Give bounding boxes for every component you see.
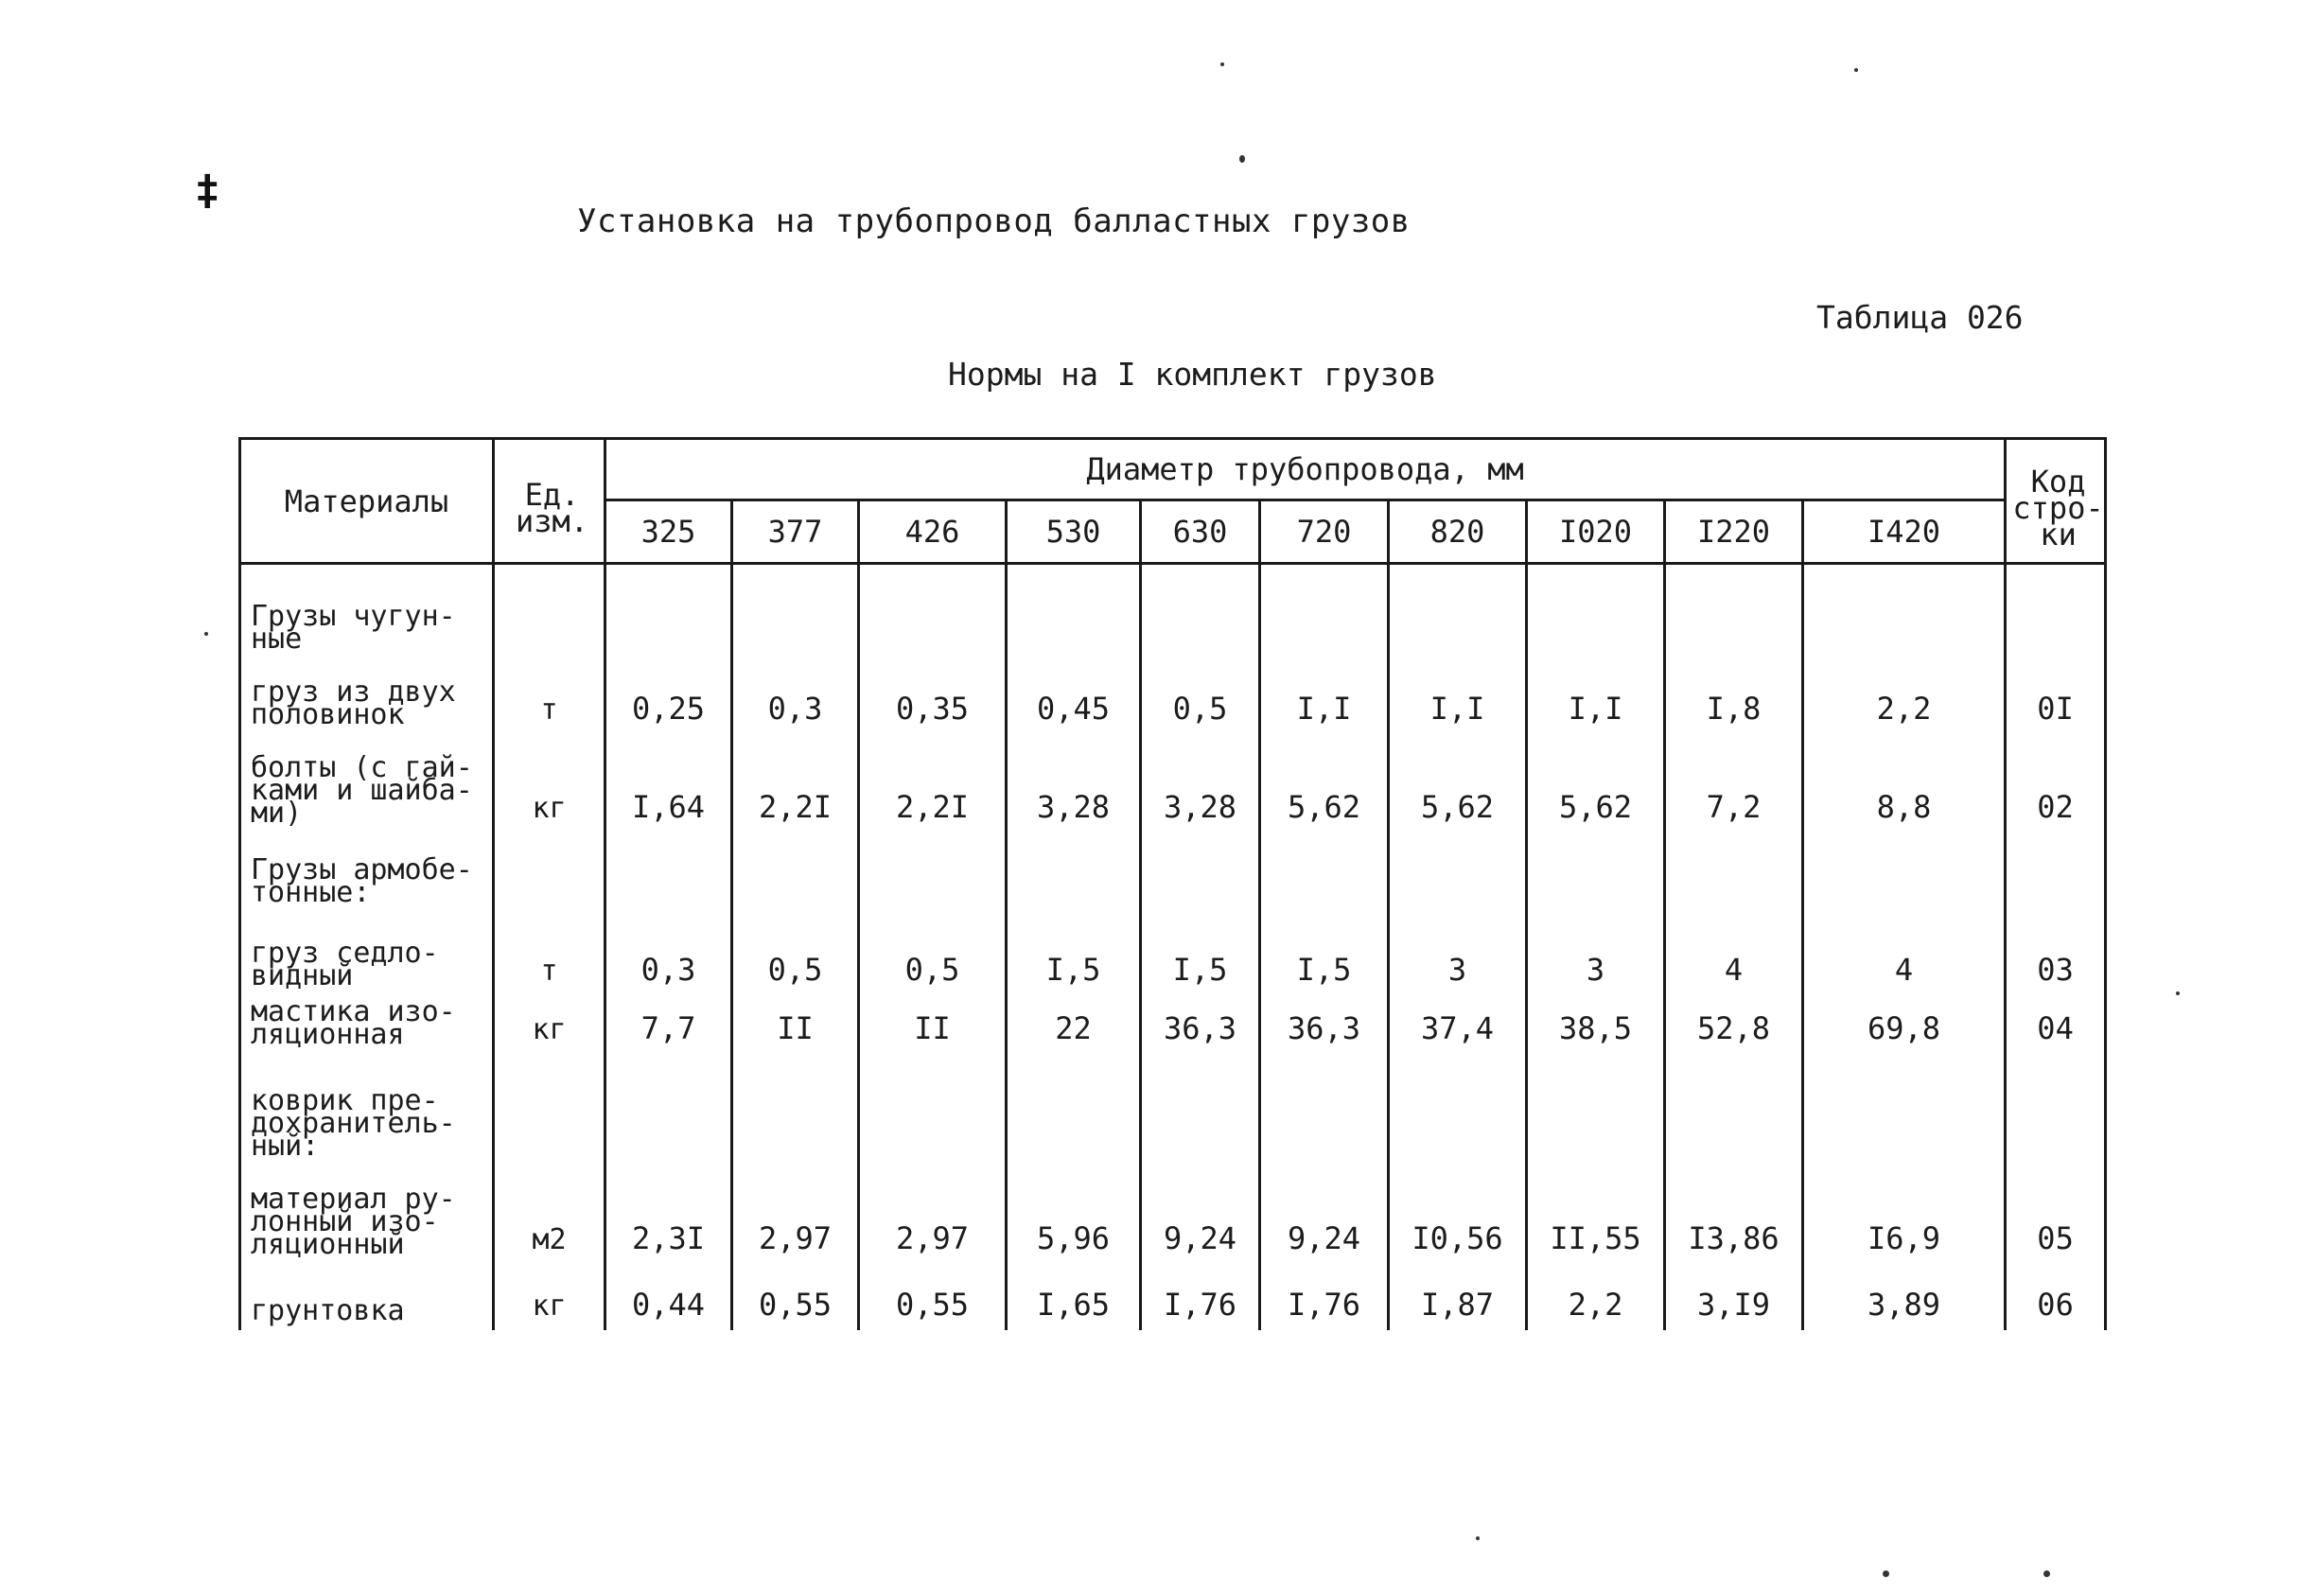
value-cell	[859, 833, 1007, 912]
document-title: Установка на трубопровод балластных грузов	[577, 202, 1411, 240]
material-cell: Грузы армобе-тонные:	[240, 833, 494, 912]
value-cell	[1141, 833, 1260, 912]
value-cell: 0,3	[732, 658, 859, 734]
value-cell	[605, 1054, 732, 1166]
row-code-cell: 04	[2006, 995, 2106, 1054]
row-code-cell: 0I	[2006, 658, 2106, 734]
value-cell: 38,5	[1527, 995, 1665, 1054]
value-cell: 36,3	[1260, 995, 1389, 1054]
value-cell: 8,8	[1803, 734, 2006, 833]
unit-cell: м2	[494, 1166, 605, 1264]
row-code-cell	[2006, 564, 2106, 658]
scan-speck	[1239, 155, 1245, 163]
table-number: Таблица 026	[1816, 299, 2024, 336]
material-cell: груз седло-видный	[240, 912, 494, 995]
value-cell: 0,45	[1007, 658, 1141, 734]
value-cell: 7,7	[605, 995, 732, 1054]
value-cell: I,64	[605, 734, 732, 833]
value-cell	[1141, 564, 1260, 658]
value-cell	[732, 1054, 859, 1166]
value-cell	[1665, 564, 1803, 658]
material-cell: коврик пре-дохранитель-ный:	[240, 1054, 494, 1166]
scan-speck	[1220, 62, 1224, 66]
value-cell	[1389, 1054, 1527, 1166]
value-cell: 37,4	[1389, 995, 1527, 1054]
value-cell: I0,56	[1389, 1166, 1527, 1264]
value-cell: I,5	[1260, 912, 1389, 995]
value-cell	[1527, 564, 1665, 658]
value-cell: I,I	[1260, 658, 1389, 734]
value-cell	[1007, 1054, 1141, 1166]
value-cell: II	[859, 995, 1007, 1054]
scan-speck	[2043, 1570, 2050, 1577]
value-cell: 2,97	[859, 1166, 1007, 1264]
value-cell: 7,2	[1665, 734, 1803, 833]
value-cell: 0,25	[605, 658, 732, 734]
value-cell	[1527, 833, 1665, 912]
unit-cell	[494, 1054, 605, 1166]
table-row	[240, 658, 2106, 734]
table-row	[240, 1054, 2106, 1166]
value-cell: 69,8	[1803, 995, 2006, 1054]
value-cell: 3,I9	[1665, 1264, 1803, 1330]
diameter-cell: 325	[605, 500, 732, 564]
value-cell	[1527, 1054, 1665, 1166]
value-cell: 3,28	[1141, 734, 1260, 833]
value-cell: 2,97	[732, 1166, 859, 1264]
unit-cell: кг	[494, 995, 605, 1054]
row-code-cell: 06	[2006, 1264, 2106, 1330]
header-row	[240, 439, 2106, 500]
value-cell: I,8	[1665, 658, 1803, 734]
value-cell	[1803, 1054, 2006, 1166]
value-cell: I3,86	[1665, 1166, 1803, 1264]
materials-header: Материалы	[240, 439, 494, 564]
value-cell: 2,3I	[605, 1166, 732, 1264]
value-cell	[1389, 833, 1527, 912]
diameter-cell: I020	[1527, 500, 1665, 564]
material-cell: грунтовка	[240, 1264, 494, 1330]
value-cell	[859, 1054, 1007, 1166]
value-cell: 5,62	[1527, 734, 1665, 833]
norms-table	[238, 437, 2107, 1330]
code-header: Код стро-ки	[2006, 439, 2106, 564]
value-cell: 0,44	[605, 1264, 732, 1330]
value-cell: I,I	[1527, 658, 1665, 734]
unit-cell	[494, 833, 605, 912]
unit-cell: т	[494, 658, 605, 734]
value-cell	[859, 564, 1007, 658]
value-cell: 0,5	[859, 912, 1007, 995]
table-row	[240, 734, 2106, 833]
row-code-cell: 05	[2006, 1166, 2106, 1264]
value-cell: I6,9	[1803, 1166, 2006, 1264]
table-row	[240, 833, 2106, 912]
diameter-cell: 426	[859, 500, 1007, 564]
value-cell: 9,24	[1141, 1166, 1260, 1264]
value-cell: I,76	[1260, 1264, 1389, 1330]
row-code-cell	[2006, 833, 2106, 912]
value-cell	[732, 564, 859, 658]
value-cell: 0,3	[605, 912, 732, 995]
unit-cell: кг	[494, 734, 605, 833]
value-cell: I,87	[1389, 1264, 1527, 1330]
diameter-cell: I220	[1665, 500, 1803, 564]
value-cell: 3,28	[1007, 734, 1141, 833]
value-cell: 5,96	[1007, 1166, 1141, 1264]
value-cell	[1665, 833, 1803, 912]
value-cell: II,55	[1527, 1166, 1665, 1264]
value-cell: 0,5	[1141, 658, 1260, 734]
value-cell	[1260, 1054, 1389, 1166]
value-cell: I,76	[1141, 1264, 1260, 1330]
material-cell: Грузы чугун-ные	[240, 564, 494, 658]
value-cell: 5,62	[1389, 734, 1527, 833]
value-cell: 2,2	[1803, 658, 2006, 734]
value-cell: 22	[1007, 995, 1141, 1054]
unit-cell: т	[494, 912, 605, 995]
material-cell: мастика изо-ляционная	[240, 995, 494, 1054]
unit-cell: кг	[494, 1264, 605, 1330]
value-cell: II	[732, 995, 859, 1054]
page-mark: ‡	[195, 167, 220, 215]
row-code-cell: 03	[2006, 912, 2106, 995]
value-cell: 3,89	[1803, 1264, 2006, 1330]
value-cell: 0,5	[732, 912, 859, 995]
row-code-cell	[2006, 1054, 2106, 1166]
value-cell: I,5	[1007, 912, 1141, 995]
value-cell: I,65	[1007, 1264, 1141, 1330]
value-cell: 0,55	[732, 1264, 859, 1330]
value-cell	[1007, 833, 1141, 912]
diameter-cell: I420	[1803, 500, 2006, 564]
value-cell	[1803, 833, 2006, 912]
value-cell	[1007, 564, 1141, 658]
value-cell: 4	[1803, 912, 2006, 995]
table-row	[240, 995, 2106, 1054]
value-cell	[1260, 564, 1389, 658]
scan-speck	[1476, 1536, 1480, 1540]
value-cell	[605, 833, 732, 912]
table-row	[240, 1264, 2106, 1330]
row-code-cell: 02	[2006, 734, 2106, 833]
value-cell	[605, 564, 732, 658]
value-cell: 2,2I	[732, 734, 859, 833]
scan-speck	[2176, 991, 2180, 995]
value-cell	[1803, 564, 2006, 658]
value-cell	[1389, 564, 1527, 658]
value-cell: 3	[1389, 912, 1527, 995]
diameter-cell: 720	[1260, 500, 1389, 564]
table-row	[240, 564, 2106, 658]
value-cell: 2,2	[1527, 1264, 1665, 1330]
material-cell: груз из двух половинок	[240, 658, 494, 734]
value-cell: 36,3	[1141, 995, 1260, 1054]
table-subtitle: Нормы на I комплект грузов	[948, 356, 1437, 393]
unit-cell	[494, 564, 605, 658]
value-cell: 9,24	[1260, 1166, 1389, 1264]
value-cell: 0,55	[859, 1264, 1007, 1330]
value-cell: 52,8	[1665, 995, 1803, 1054]
diameter-cell: 377	[732, 500, 859, 564]
material-cell: материал ру-лонный изо-ляционный	[240, 1166, 494, 1264]
diameter-cell: 530	[1007, 500, 1141, 564]
value-cell	[1260, 833, 1389, 912]
value-cell: 3	[1527, 912, 1665, 995]
scan-speck	[1883, 1570, 1889, 1577]
value-cell: 4	[1665, 912, 1803, 995]
table-row	[240, 1166, 2106, 1264]
value-cell: 0,35	[859, 658, 1007, 734]
scan-speck	[204, 632, 208, 636]
table-row	[240, 912, 2106, 995]
value-cell: 2,2I	[859, 734, 1007, 833]
scan-speck	[1854, 68, 1858, 72]
material-cell: болты (с гай-ками и шайба-ми)	[240, 734, 494, 833]
value-cell: 5,62	[1260, 734, 1389, 833]
value-cell	[1141, 1054, 1260, 1166]
value-cell: I,5	[1141, 912, 1260, 995]
diameter-header: Диаметр трубопровода, мм	[605, 439, 2006, 500]
value-cell	[732, 833, 859, 912]
diameter-cell: 630	[1141, 500, 1260, 564]
value-cell: I,I	[1389, 658, 1527, 734]
unit-header: Ед. изм.	[494, 439, 605, 564]
diameter-cell: 820	[1389, 500, 1527, 564]
value-cell	[1665, 1054, 1803, 1166]
